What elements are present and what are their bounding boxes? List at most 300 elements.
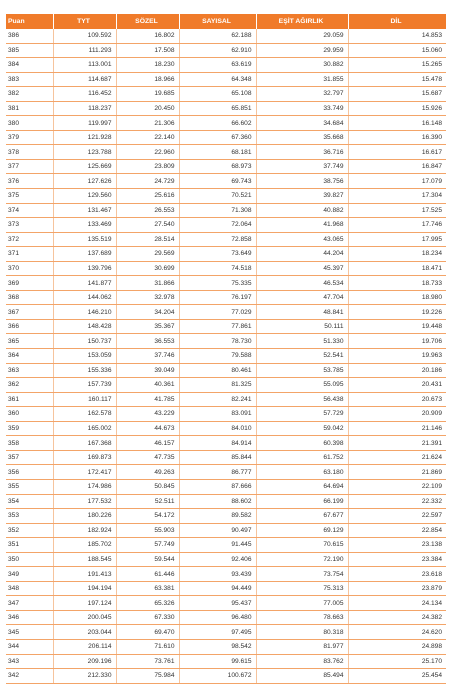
cell-puan: 384 [6,58,53,73]
cell-dil: 15.060 [348,43,446,58]
cell-dil: 22.332 [348,494,446,509]
table-body [6,29,446,683]
cell-tyt: 203.044 [53,625,116,640]
table-row [6,72,446,87]
cell-sozel: 52.511 [116,494,179,509]
cell-tyt: 180.226 [53,509,116,524]
cell-dil: 24.898 [348,639,446,654]
cell-esit-agirlik: 41.968 [256,218,348,233]
cell-sozel: 40.361 [116,378,179,393]
cell-sayisal: 99.615 [179,654,256,669]
cell-sayisal: 65.108 [179,87,256,102]
cell-tyt: 119.997 [53,116,116,131]
cell-dil: 17.079 [348,174,446,189]
cell-puan: 357 [6,450,53,465]
cell-puan: 362 [6,378,53,393]
cell-dil: 17.304 [348,189,446,204]
table-row [6,407,446,422]
table-row [6,363,446,378]
cell-sozel: 41.785 [116,392,179,407]
cell-sozel: 22.960 [116,145,179,160]
cell-puan: 346 [6,610,53,625]
cell-puan: 382 [6,87,53,102]
cell-sayisal: 64.348 [179,72,256,87]
cell-dil: 17.746 [348,218,446,233]
cell-esit-agirlik: 78.663 [256,610,348,625]
table-row [6,436,446,451]
cell-esit-agirlik: 34.684 [256,116,348,131]
cell-esit-agirlik: 33.749 [256,101,348,116]
cell-puan: 383 [6,72,53,87]
cell-esit-agirlik: 29.059 [256,29,348,43]
cell-sayisal: 87.666 [179,479,256,494]
cell-esit-agirlik: 53.785 [256,363,348,378]
cell-sayisal: 94.449 [179,581,256,596]
cell-tyt: 174.986 [53,479,116,494]
cell-dil: 23.618 [348,567,446,582]
cell-sozel: 49.263 [116,465,179,480]
cell-tyt: 165.002 [53,421,116,436]
table-row [6,349,446,364]
cell-dil: 15.265 [348,58,446,73]
cell-sozel: 37.746 [116,349,179,364]
cell-sayisal: 79.588 [179,349,256,364]
cell-dil: 21.146 [348,421,446,436]
cell-sayisal: 85.844 [179,450,256,465]
cell-esit-agirlik: 72.190 [256,552,348,567]
cell-dil: 21.624 [348,450,446,465]
cell-puan: 365 [6,334,53,349]
cell-puan: 347 [6,596,53,611]
cell-sozel: 44.673 [116,421,179,436]
cell-puan: 352 [6,523,53,538]
cell-esit-agirlik: 59.042 [256,421,348,436]
cell-esit-agirlik: 61.752 [256,450,348,465]
table-row [6,276,446,291]
table-row [6,567,446,582]
cell-sozel: 20.450 [116,101,179,116]
cell-sozel: 69.470 [116,625,179,640]
cell-sozel: 32.978 [116,290,179,305]
cell-dil: 19.226 [348,305,446,320]
cell-tyt: 118.237 [53,101,116,116]
cell-dil: 21.869 [348,465,446,480]
cell-tyt: 191.413 [53,567,116,582]
cell-sayisal: 80.461 [179,363,256,378]
cell-dil: 23.138 [348,538,446,553]
cell-esit-agirlik: 69.129 [256,523,348,538]
table-row [6,450,446,465]
cell-dil: 17.995 [348,232,446,247]
cell-tyt: 127.626 [53,174,116,189]
cell-tyt: 123.788 [53,145,116,160]
cell-sayisal: 71.308 [179,203,256,218]
cell-puan: 356 [6,465,53,480]
cell-puan: 360 [6,407,53,422]
cell-esit-agirlik: 36.716 [256,145,348,160]
table-row [6,479,446,494]
cell-puan: 381 [6,101,53,116]
cell-puan: 377 [6,159,53,174]
cell-tyt: 129.560 [53,189,116,204]
cell-puan: 351 [6,538,53,553]
cell-tyt: 160.117 [53,392,116,407]
table-row [6,305,446,320]
cell-tyt: 121.928 [53,130,116,145]
cell-sozel: 27.540 [116,218,179,233]
table-row [6,232,446,247]
cell-tyt: 111.293 [53,43,116,58]
cell-sozel: 47.735 [116,450,179,465]
cell-esit-agirlik: 64.694 [256,479,348,494]
table-row [6,421,446,436]
cell-sozel: 34.204 [116,305,179,320]
cell-tyt: 212.330 [53,669,116,684]
cell-sayisal: 89.582 [179,509,256,524]
cell-tyt: 150.737 [53,334,116,349]
cell-sayisal: 69.743 [179,174,256,189]
cell-sozel: 22.140 [116,130,179,145]
cell-dil: 15.478 [348,72,446,87]
cell-dil: 18.733 [348,276,446,291]
cell-tyt: 185.702 [53,538,116,553]
cell-sayisal: 78.730 [179,334,256,349]
cell-puan: 361 [6,392,53,407]
cell-esit-agirlik: 57.729 [256,407,348,422]
cell-sozel: 35.367 [116,319,179,334]
cell-puan: 369 [6,276,53,291]
cell-puan: 345 [6,625,53,640]
cell-tyt: 155.336 [53,363,116,378]
cell-esit-agirlik: 56.438 [256,392,348,407]
cell-dil: 20.673 [348,392,446,407]
cell-esit-agirlik: 30.882 [256,58,348,73]
cell-puan: 372 [6,232,53,247]
cell-dil: 25.170 [348,654,446,669]
table-row [6,625,446,640]
cell-sayisal: 77.029 [179,305,256,320]
cell-puan: 355 [6,479,53,494]
cell-puan: 363 [6,363,53,378]
cell-sozel: 67.330 [116,610,179,625]
cell-esit-agirlik: 50.111 [256,319,348,334]
cell-sayisal: 81.325 [179,378,256,393]
cell-puan: 374 [6,203,53,218]
cell-sayisal: 62.910 [179,43,256,58]
table-row [6,610,446,625]
table-row [6,58,446,73]
cell-sozel: 54.172 [116,509,179,524]
table-row [6,596,446,611]
cell-esit-agirlik: 46.534 [256,276,348,291]
cell-dil: 22.597 [348,509,446,524]
cell-sozel: 65.326 [116,596,179,611]
cell-sayisal: 83.091 [179,407,256,422]
cell-dil: 19.706 [348,334,446,349]
cell-tyt: 146.210 [53,305,116,320]
cell-esit-agirlik: 55.095 [256,378,348,393]
table-row [6,334,446,349]
cell-sayisal: 77.861 [179,319,256,334]
cell-sozel: 28.514 [116,232,179,247]
cell-sozel: 63.381 [116,581,179,596]
cell-dil: 23.384 [348,552,446,567]
cell-sayisal: 84.914 [179,436,256,451]
cell-esit-agirlik: 60.398 [256,436,348,451]
cell-tyt: 194.194 [53,581,116,596]
cell-esit-agirlik: 67.677 [256,509,348,524]
cell-esit-agirlik: 31.855 [256,72,348,87]
table-row [6,43,446,58]
header-puan: Puan [6,14,53,29]
cell-sayisal: 96.480 [179,610,256,625]
cell-puan: 358 [6,436,53,451]
cell-puan: 342 [6,669,53,684]
cell-dil: 15.687 [348,87,446,102]
cell-sozel: 31.866 [116,276,179,291]
table-row [6,189,446,204]
cell-tyt: 125.669 [53,159,116,174]
cell-sozel: 24.729 [116,174,179,189]
cell-esit-agirlik: 73.754 [256,567,348,582]
score-ranking-table [6,14,447,684]
cell-puan: 373 [6,218,53,233]
cell-dil: 14.853 [348,29,446,43]
cell-tyt: 209.196 [53,654,116,669]
cell-dil: 16.617 [348,145,446,160]
cell-esit-agirlik: 51.330 [256,334,348,349]
table-row [6,494,446,509]
cell-esit-agirlik: 81.977 [256,639,348,654]
cell-esit-agirlik: 48.841 [256,305,348,320]
cell-sayisal: 70.521 [179,189,256,204]
cell-puan: 380 [6,116,53,131]
cell-sozel: 55.903 [116,523,179,538]
cell-tyt: 177.532 [53,494,116,509]
cell-dil: 19.963 [348,349,446,364]
cell-sozel: 26.553 [116,203,179,218]
cell-sozel: 29.569 [116,247,179,262]
cell-puan: 364 [6,349,53,364]
cell-sayisal: 92.406 [179,552,256,567]
cell-puan: 367 [6,305,53,320]
table-row [6,581,446,596]
cell-sayisal: 95.437 [179,596,256,611]
table-row [6,654,446,669]
table-row [6,538,446,553]
table-row [6,378,446,393]
table-row [6,552,446,567]
cell-dil: 18.980 [348,290,446,305]
cell-sozel: 25.616 [116,189,179,204]
cell-puan: 386 [6,29,53,43]
cell-sayisal: 98.542 [179,639,256,654]
cell-dil: 20.431 [348,378,446,393]
cell-puan: 371 [6,247,53,262]
cell-sayisal: 76.197 [179,290,256,305]
cell-dil: 17.525 [348,203,446,218]
cell-tyt: 137.689 [53,247,116,262]
cell-sozel: 57.749 [116,538,179,553]
cell-sozel: 50.845 [116,479,179,494]
cell-puan: 348 [6,581,53,596]
cell-esit-agirlik: 38.756 [256,174,348,189]
cell-tyt: 197.124 [53,596,116,611]
cell-sayisal: 62.188 [179,29,256,43]
cell-tyt: 141.877 [53,276,116,291]
cell-esit-agirlik: 85.494 [256,669,348,684]
table-row [6,509,446,524]
cell-puan: 378 [6,145,53,160]
cell-tyt: 162.578 [53,407,116,422]
cell-dil: 18.234 [348,247,446,262]
cell-puan: 368 [6,290,53,305]
cell-tyt: 167.368 [53,436,116,451]
cell-sozel: 19.685 [116,87,179,102]
cell-sayisal: 68.181 [179,145,256,160]
table-row [6,203,446,218]
cell-sayisal: 75.335 [179,276,256,291]
cell-tyt: 144.062 [53,290,116,305]
cell-dil: 25.454 [348,669,446,684]
cell-sayisal: 90.497 [179,523,256,538]
cell-esit-agirlik: 52.541 [256,349,348,364]
cell-esit-agirlik: 47.704 [256,290,348,305]
cell-esit-agirlik: 66.199 [256,494,348,509]
table-row [6,261,446,276]
cell-dil: 23.879 [348,581,446,596]
cell-sayisal: 63.619 [179,58,256,73]
cell-sozel: 39.049 [116,363,179,378]
cell-sozel: 16.802 [116,29,179,43]
cell-tyt: 133.469 [53,218,116,233]
cell-sayisal: 86.777 [179,465,256,480]
cell-sozel: 75.984 [116,669,179,684]
cell-sayisal: 97.495 [179,625,256,640]
cell-tyt: 139.796 [53,261,116,276]
cell-sozel: 46.157 [116,436,179,451]
cell-sozel: 17.508 [116,43,179,58]
table-row [6,29,446,43]
table-row [6,145,446,160]
cell-sozel: 18.230 [116,58,179,73]
cell-tyt: 113.001 [53,58,116,73]
table-row [6,116,446,131]
cell-esit-agirlik: 80.318 [256,625,348,640]
cell-puan: 385 [6,43,53,58]
cell-sayisal: 91.445 [179,538,256,553]
table-row [6,523,446,538]
cell-puan: 354 [6,494,53,509]
cell-tyt: 206.114 [53,639,116,654]
cell-tyt: 188.545 [53,552,116,567]
cell-tyt: 153.059 [53,349,116,364]
cell-esit-agirlik: 45.397 [256,261,348,276]
cell-sayisal: 74.518 [179,261,256,276]
cell-esit-agirlik: 40.882 [256,203,348,218]
cell-puan: 353 [6,509,53,524]
cell-esit-agirlik: 44.204 [256,247,348,262]
cell-esit-agirlik: 83.762 [256,654,348,669]
cell-tyt: 200.045 [53,610,116,625]
cell-sayisal: 84.010 [179,421,256,436]
cell-sayisal: 66.602 [179,116,256,131]
cell-esit-agirlik: 39.827 [256,189,348,204]
cell-sayisal: 93.439 [179,567,256,582]
cell-tyt: 172.417 [53,465,116,480]
cell-dil: 24.382 [348,610,446,625]
cell-esit-agirlik: 63.180 [256,465,348,480]
header-row [6,14,446,29]
cell-tyt: 114.687 [53,72,116,87]
cell-sozel: 30.699 [116,261,179,276]
header-tyt: TYT [53,14,116,29]
cell-sozel: 43.229 [116,407,179,422]
header-sozel: SÖZEL [116,14,179,29]
cell-puan: 344 [6,639,53,654]
cell-sayisal: 72.064 [179,218,256,233]
cell-tyt: 148.428 [53,319,116,334]
table-row [6,130,446,145]
cell-sayisal: 100.672 [179,669,256,684]
cell-dil: 22.109 [348,479,446,494]
cell-puan: 349 [6,567,53,582]
cell-dil: 22.854 [348,523,446,538]
cell-puan: 366 [6,319,53,334]
header-dil: DİL [348,14,446,29]
cell-sayisal: 88.602 [179,494,256,509]
table-row [6,87,446,102]
cell-esit-agirlik: 29.959 [256,43,348,58]
cell-esit-agirlik: 75.313 [256,581,348,596]
table-row [6,319,446,334]
cell-esit-agirlik: 35.668 [256,130,348,145]
cell-dil: 16.847 [348,159,446,174]
table-row [6,218,446,233]
cell-sozel: 36.553 [116,334,179,349]
cell-puan: 359 [6,421,53,436]
cell-sayisal: 82.241 [179,392,256,407]
cell-esit-agirlik: 70.615 [256,538,348,553]
cell-tyt: 135.519 [53,232,116,247]
cell-dil: 20.186 [348,363,446,378]
cell-dil: 19.448 [348,319,446,334]
cell-dil: 20.909 [348,407,446,422]
cell-sayisal: 72.858 [179,232,256,247]
cell-tyt: 116.452 [53,87,116,102]
cell-puan: 375 [6,189,53,204]
table-row [6,247,446,262]
cell-puan: 376 [6,174,53,189]
cell-esit-agirlik: 77.005 [256,596,348,611]
cell-esit-agirlik: 37.749 [256,159,348,174]
cell-sozel: 18.966 [116,72,179,87]
table-row [6,639,446,654]
table-row [6,392,446,407]
cell-dil: 24.620 [348,625,446,640]
cell-sozel: 61.446 [116,567,179,582]
cell-sozel: 59.544 [116,552,179,567]
cell-sozel: 73.761 [116,654,179,669]
cell-puan: 343 [6,654,53,669]
table-row [6,101,446,116]
cell-dil: 21.391 [348,436,446,451]
table-row [6,290,446,305]
table-row [6,465,446,480]
cell-dil: 24.134 [348,596,446,611]
cell-dil: 15.926 [348,101,446,116]
cell-dil: 16.148 [348,116,446,131]
